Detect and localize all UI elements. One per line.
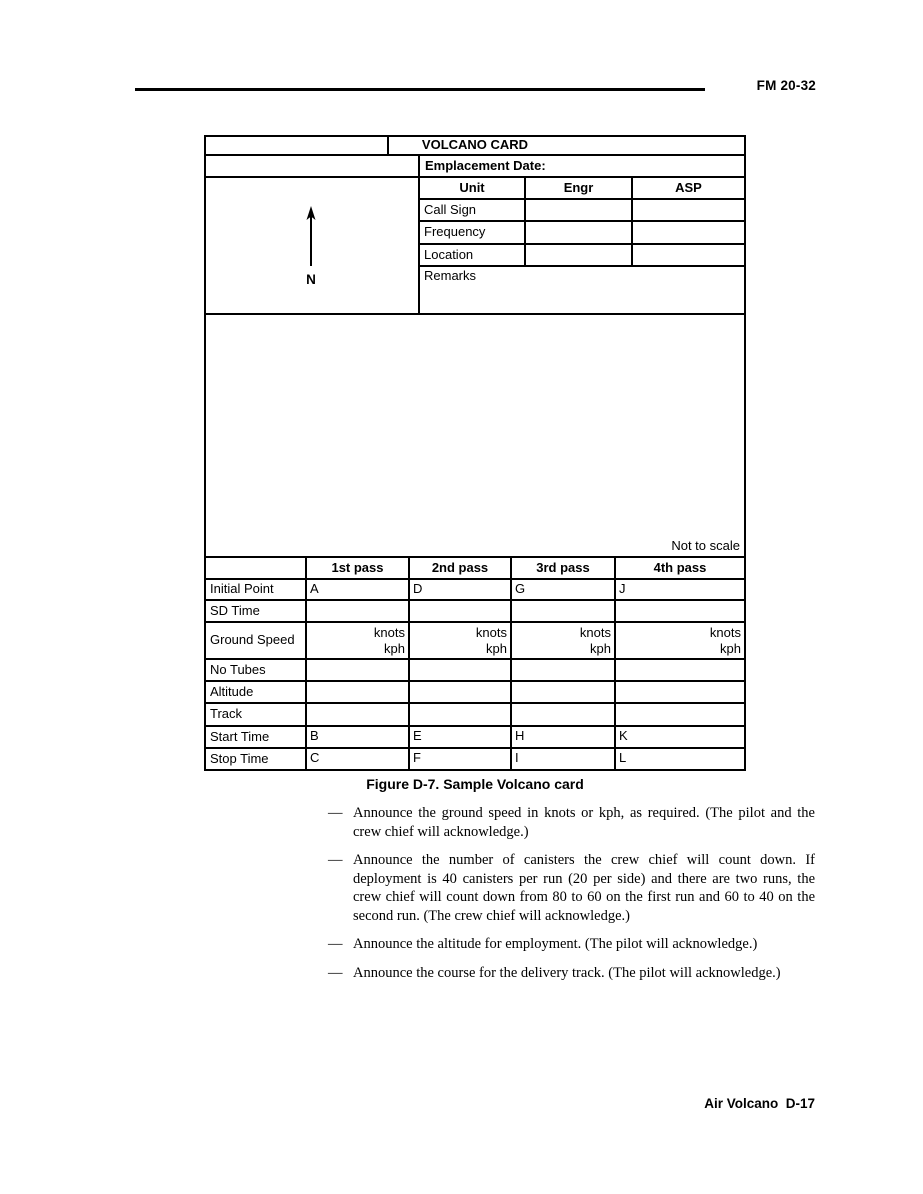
sketch-area bbox=[206, 315, 744, 558]
ground-speed-label: Ground Speed bbox=[206, 623, 307, 658]
sd-time-pass2 bbox=[410, 601, 512, 621]
no-tubes-pass2 bbox=[410, 660, 512, 680]
ground-speed-pass1 bbox=[307, 623, 410, 658]
start-time-pass3: H bbox=[512, 727, 616, 747]
initial-point-pass2: D bbox=[410, 580, 512, 599]
header-doc-number: FM 20-32 bbox=[756, 78, 816, 93]
volcano-card-figure bbox=[204, 135, 746, 771]
unit-table-header bbox=[420, 178, 744, 200]
knots-unit: knots bbox=[475, 624, 507, 640]
list-item-text: Announce the altitude for employment. (The pilot will acknowledge.) bbox=[353, 936, 758, 952]
unit-table bbox=[420, 178, 744, 313]
knots-unit: knots bbox=[373, 624, 405, 640]
pass1-header: 1st pass bbox=[307, 558, 410, 578]
ground-speed-row bbox=[206, 623, 744, 660]
track-pass4 bbox=[616, 704, 744, 725]
dash-bullet-marker: — bbox=[328, 852, 343, 868]
card-title: VOLCANO CARD bbox=[421, 137, 529, 153]
initial-point-row bbox=[206, 580, 744, 601]
list-item bbox=[328, 935, 815, 954]
track-pass1 bbox=[307, 704, 410, 725]
pass2-header: 2nd pass bbox=[410, 558, 512, 578]
figure-caption: Figure D-7. Sample Volcano card bbox=[366, 776, 584, 792]
no-tubes-row bbox=[206, 660, 744, 682]
header-rule bbox=[135, 88, 705, 91]
dash-bullet-marker: — bbox=[328, 964, 343, 981]
track-pass2 bbox=[410, 704, 512, 725]
location-label: Location bbox=[420, 245, 526, 265]
list-item bbox=[328, 804, 815, 841]
track-label: Track bbox=[206, 704, 307, 725]
pass-table-header bbox=[206, 558, 744, 580]
list-item-text: Announce the number of canisters the crew chief will count down. If deployment is 40 canisters per run (20 per side) and there are two runs, the crew chief will count down from 80 to 60 on the first run and 60 to 40 on the second run. (The crew chief will acknowledge.) bbox=[353, 852, 815, 924]
emplacement-row-left-cell bbox=[206, 156, 420, 176]
start-time-pass2: E bbox=[410, 727, 512, 747]
kph-unit: kph bbox=[384, 640, 405, 656]
track-pass3 bbox=[512, 704, 616, 725]
initial-point-pass3: G bbox=[512, 580, 616, 599]
card-middle-block bbox=[206, 178, 744, 315]
not-to-scale-note: Not to scale bbox=[671, 537, 740, 553]
remarks-row bbox=[420, 267, 744, 313]
call-sign-row bbox=[420, 200, 744, 222]
list-item bbox=[328, 851, 815, 925]
bullet-list bbox=[328, 804, 815, 992]
ground-speed-pass3 bbox=[512, 623, 616, 658]
frequency-asp-cell bbox=[633, 222, 744, 243]
emplacement-date-label: Emplacement Date: bbox=[425, 157, 546, 173]
ground-speed-pass4 bbox=[616, 623, 744, 658]
remarks-label: Remarks bbox=[424, 268, 477, 283]
no-tubes-pass1 bbox=[307, 660, 410, 680]
north-arrow-icon bbox=[302, 206, 320, 268]
call-sign-asp-cell bbox=[633, 200, 744, 220]
asp-col-header: ASP bbox=[675, 179, 702, 195]
pass4-header: 4th pass bbox=[653, 559, 707, 575]
start-time-pass1: B bbox=[307, 727, 410, 747]
sd-time-pass1 bbox=[307, 601, 410, 621]
frequency-label: Frequency bbox=[420, 222, 526, 243]
stop-time-pass3: I bbox=[512, 749, 616, 769]
altitude-pass4 bbox=[616, 682, 744, 702]
dash-bullet-marker: — bbox=[328, 936, 343, 952]
knots-unit: knots bbox=[579, 624, 611, 640]
dash-bullet-marker: — bbox=[328, 805, 343, 821]
no-tubes-pass4 bbox=[616, 660, 744, 680]
track-row bbox=[206, 704, 744, 727]
list-item bbox=[328, 964, 815, 983]
call-sign-engr-cell bbox=[526, 200, 633, 220]
card-title-row bbox=[206, 137, 744, 156]
north-arrow-cell bbox=[206, 178, 420, 313]
emplacement-row bbox=[206, 156, 744, 178]
start-time-label: Start Time bbox=[206, 727, 307, 747]
sd-time-pass4 bbox=[616, 601, 744, 621]
location-engr-cell bbox=[526, 245, 633, 265]
location-asp-cell bbox=[633, 245, 744, 265]
initial-point-pass4: J bbox=[619, 581, 626, 596]
footer-page-label: Air Volcano D-17 bbox=[704, 1096, 815, 1111]
pass3-header: 3rd pass bbox=[512, 558, 616, 578]
stop-time-pass1: C bbox=[307, 749, 410, 769]
list-item-text: Announce the ground speed in knots or kph, as required. (The pilot and the crew chief will acknowledge.) bbox=[353, 805, 815, 840]
stop-time-row bbox=[206, 749, 744, 769]
knots-unit: knots bbox=[709, 624, 741, 640]
altitude-pass2 bbox=[410, 682, 512, 702]
engr-col-header: Engr bbox=[526, 178, 633, 198]
call-sign-label: Call Sign bbox=[420, 200, 526, 220]
initial-point-pass1: A bbox=[307, 580, 410, 599]
altitude-pass1 bbox=[307, 682, 410, 702]
list-item-text: Announce the course for the delivery track. (The pilot will acknowledge.) bbox=[353, 964, 781, 981]
unit-col-header: Unit bbox=[420, 178, 526, 198]
start-time-pass4: K bbox=[619, 728, 628, 743]
no-tubes-pass3 bbox=[512, 660, 616, 680]
stop-time-pass2: F bbox=[410, 749, 512, 769]
altitude-label: Altitude bbox=[206, 682, 307, 702]
kph-unit: kph bbox=[486, 640, 507, 656]
initial-point-label: Initial Point bbox=[206, 580, 307, 599]
start-time-row bbox=[206, 727, 744, 749]
north-label: N bbox=[306, 272, 316, 287]
stop-time-pass4: L bbox=[619, 750, 627, 765]
pass-header-blank-cell bbox=[206, 558, 307, 578]
kph-unit: kph bbox=[720, 640, 741, 656]
stop-time-label: Stop Time bbox=[206, 749, 307, 769]
no-tubes-label: No Tubes bbox=[206, 660, 307, 680]
location-row bbox=[420, 245, 744, 267]
sd-time-label: SD Time bbox=[206, 601, 307, 621]
frequency-row bbox=[420, 222, 744, 245]
altitude-row bbox=[206, 682, 744, 704]
frequency-engr-cell bbox=[526, 222, 633, 243]
ground-speed-pass2 bbox=[410, 623, 512, 658]
altitude-pass3 bbox=[512, 682, 616, 702]
sd-time-pass3 bbox=[512, 601, 616, 621]
kph-unit: kph bbox=[590, 640, 611, 656]
sd-time-row bbox=[206, 601, 744, 623]
